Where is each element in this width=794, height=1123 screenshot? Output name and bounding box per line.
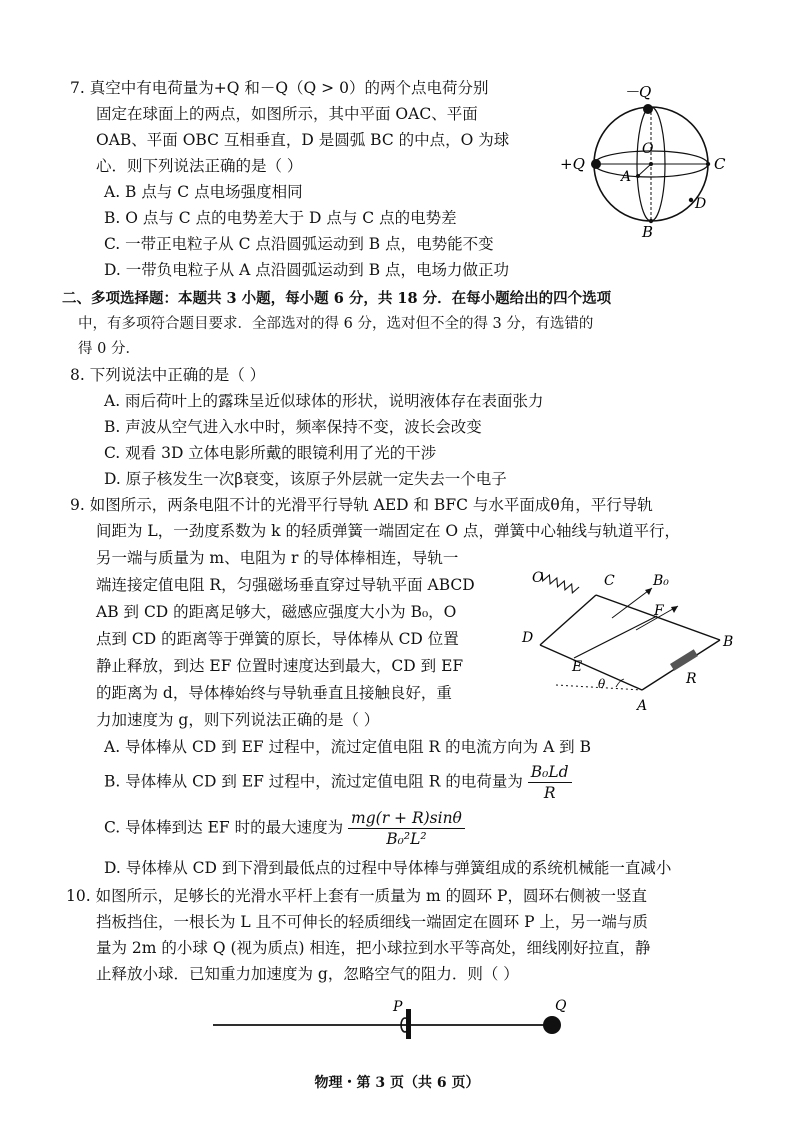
label-p: P [393,999,403,1015]
label-r: R [686,671,697,687]
q7-line-3: OAB、平面 OBC 互相垂直，D 是圆弧 BC 的中点，O 为球 [96,131,510,149]
label-b: B [642,223,654,240]
q9-line-5: AB 到 CD 的距离足够大，磁感应强度大小为 B₀，O [96,603,457,621]
q9-line-9: 力加速度为 g，则下列说法正确的是（ ） [96,711,380,729]
point-c-dot [706,162,710,166]
q9-line-3: 另一端与质量为 m、电阻为 r 的导体棒相连，导轨一 [96,549,459,567]
q9-line-7: 静止释放，到达 EF 位置时速度达到最大，CD 到 EF [96,657,464,675]
oa-line [638,164,651,176]
q7-option-d: D. 一带负电粒子从 A 点沿圆弧运动到 B 点，电场力做正功 [104,261,510,279]
q9-option-c [104,808,465,849]
q7-line-2: 固定在球面上的两点，如图所示，其中平面 OAC、平面 [96,105,478,123]
label-d: D [522,630,534,646]
resistor [670,649,698,671]
q9-option-b-text: B. 导体棒从 CD 到 EF 过程中，流过定值电阻 R 的电荷量为 [104,772,523,791]
rail-dc [540,595,596,645]
pos-charge-dot [591,159,601,169]
q9-option-c-denominator: B₀²L² [386,830,427,848]
label-f: F [654,603,664,619]
q8-option-b: B. 声波从空气进入水中时，频率保持不变，波长会改变 [104,418,482,436]
field-arrow-1-head [645,588,652,595]
q10-line-2: 挡板挡住，一根长为 L 且不可伸长的轻质细线一端固定在圆环 P 上，另一端与质 [96,913,648,931]
section-2-line-1: 二、多项选择题：本题共 3 小题，每小题 6 分，共 18 分．在每小题给出的四个选项 [62,290,612,307]
point-a-dot [636,174,640,178]
label-c: C [604,573,615,589]
q8-option-a: A. 雨后荷叶上的露珠呈近似球体的形状，说明液体存在表面张力 [104,392,544,410]
q9-option-d: D. 导体棒从 CD 到下滑到最低点的过程中导体棒与弹簧组成的系统机械能一直减小 [104,859,672,877]
q9-option-c-text: C. 导体棒到达 EF 时的最大速度为 [104,818,344,837]
label-c: C [714,155,726,173]
label-theta: θ [598,677,606,691]
label-neg-q: －Q [624,83,652,101]
q9-line-1: 9. 如图所示，两条电阻不计的光滑平行导轨 AED 和 BFC 与水平面成θ角，平行导轨 [70,496,653,514]
q10-line-3: 量为 2m 的小球 Q (视为质点) 相连，把小球拉到水平等高处，细线刚好拉直，静 [96,939,651,957]
q9-option-b-fraction [528,762,572,803]
q10-line-4: 止释放小球．已知重力加速度为 g，忽略空气的阻力．则（ ） [96,965,519,983]
rail-da [540,645,642,690]
ball-q [543,1016,561,1034]
q9-option-b-denominator: R [543,784,556,802]
label-o: O [642,141,654,157]
q8-stem: 8. 下列说法中正确的是（ ） [70,366,266,384]
q7-line-4: 心．则下列说法正确的是（ ） [96,157,303,175]
label-pos-q: +Q [560,155,585,173]
sphere-figure [558,80,748,240]
center-dot [649,162,653,166]
bar-ef [574,616,657,658]
spring [539,572,579,594]
point-d-dot [689,198,693,202]
q9-line-2: 间距为 L，一劲度系数为 k 的轻质弹簧一端固定在 O 点，弹簧中心轴线与轨道平行， [96,522,681,540]
q8-option-c: C. 观看 3D 立体电影所戴的眼镜利用了光的干涉 [104,444,437,462]
q8-option-d: D. 原子核发生一次β衰变，该原子外层就一定失去一个电子 [104,470,507,488]
q9-option-b [104,762,572,803]
label-o: O [532,570,544,586]
q9-option-b-numerator: B₀Ld [528,762,572,783]
rail-figure [520,560,740,720]
label-a: A [621,169,632,185]
q9-line-4: 端连接定值电阻 R，匀强磁场垂直穿过导轨平面 ABCD [96,576,475,594]
label-e: E [572,659,583,675]
q7-option-c: C. 一带正电粒子从 C 点沿圆弧运动到 B 点，电势能不变 [104,235,494,253]
q9-option-c-fraction [348,808,465,849]
q7-line-1: 7. 真空中有电荷量为+Q 和－Q（Q > 0）的两个点电荷分别 [70,79,489,97]
section-2-line-3: 得 0 分． [78,341,140,357]
page-footer: 物理・第 3 页（共 6 页） [314,1075,480,1091]
q9-option-c-numerator: mg(r + R)sinθ [348,808,465,829]
q9-option-a: A. 导体棒从 CD 到 EF 过程中，流过定值电阻 R 的电流方向为 A 到 B [104,738,592,756]
section-2-line-2: 中，有多项符合题目要求．全部选对的得 6 分，选对但不全的得 3 分，有选错的 [78,316,594,332]
label-b: B [723,634,734,650]
label-d: D [695,196,707,212]
q7-option-a: A. B 点与 C 点电场强度相同 [104,183,303,201]
q10-line-1: 10. 如图所示，足够长的光滑水平杆上套有一质量为 m 的圆环 P，圆环右侧被一竖直 [66,887,647,905]
label-q: Q [555,998,567,1014]
ring-ball-figure [205,995,585,1045]
q9-line-6: 点到 CD 的距离等于弹簧的原长，导体棒从 CD 位置 [96,630,459,648]
neg-charge-dot [643,104,653,114]
q7-option-b: B. O 点与 C 点的电势差大于 D 点与 C 点的电势差 [104,209,457,227]
label-a: A [637,698,648,714]
q9-line-8: 的距离为 d，导体棒始终与导轨垂直且接触良好，重 [96,684,452,702]
label-b0: B₀ [653,573,669,589]
